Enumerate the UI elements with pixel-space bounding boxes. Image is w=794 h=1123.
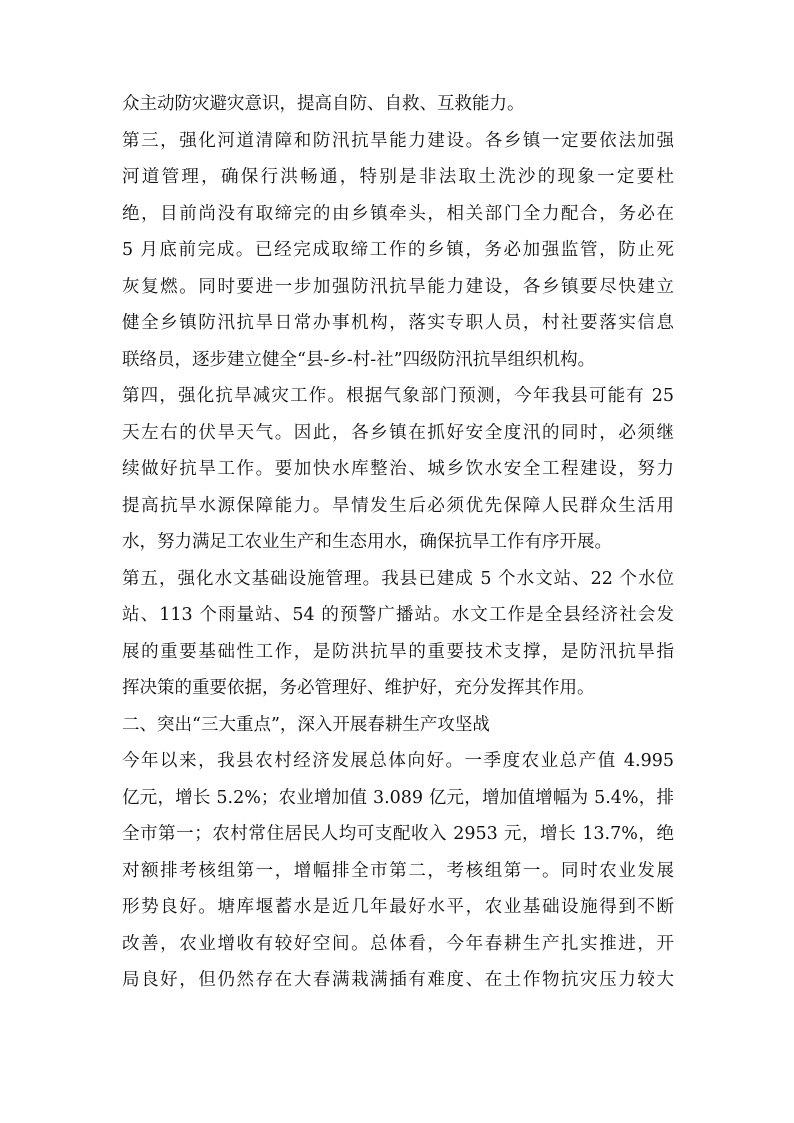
text-line: 天左右的伏旱天气。因此，各乡镇在抓好安全度汛的同时，必须继 [122, 422, 674, 443]
text-line: 众主动防灾避灾意识，提高自防、自救、互救能力。 [122, 94, 525, 114]
text-line: 健全乡镇防汛抗旱日常办事机构，落实专职人员，村社要落实信息 [122, 313, 674, 333]
text-line: 联络员，逐步建立健全“县-乡-村-社”四级防汛抗旱组织机构。 [122, 349, 596, 370]
text-line: 第五，强化水文基础设施管理。我县已建成 5 个水文站、22 个水位 [122, 568, 674, 589]
text-line: 形势良好。塘库堰蓄水是近几年最好水平，农业基础设施得到不断 [122, 897, 674, 917]
text-line: 第三，强化河道清障和防汛抗旱能力建设。各乡镇一定要依法加强 [122, 130, 674, 151]
document-body [122, 86, 674, 999]
text-line: 灰复燃。同时要进一步加强防汛抗旱能力建设，各乡镇要尽快建立 [122, 276, 674, 297]
text-line: 提高抗旱水源保障能力。旱情发生后必须优先保障人民群众生活用 [122, 495, 674, 516]
text-line: 挥决策的重要依据，务必管理好、维护好，充分发挥其作用。 [122, 678, 595, 698]
text-line: 今年以来，我县农村经济发展总体向好。一季度农业总产值 4.995 [122, 751, 674, 771]
text-line: 展的重要基础性工作，是防洪抗旱的重要技术支撑，是防汛抗旱指 [122, 641, 674, 662]
text-line: 第四，强化抗旱减灾工作。根据气象部门预测，今年我县可能有 25 [122, 386, 674, 406]
text-line: 站、113 个雨量站、54 的预警广播站。水文工作是全县经济社会发 [122, 605, 674, 625]
text-line: 水，努力满足工农业生产和生态用水，确保抗旱工作有序开展。 [122, 532, 612, 552]
text-line: 局良好，但仍然存在大春满栽满插有难度、在土作物抗灾压力较大 [122, 970, 674, 990]
text-line: 亿元，增长 5.2%；农业增加值 3.089 亿元，增加值增幅为 5.4%，排 [122, 787, 674, 808]
text-line: 改善，农业增收有较好空间。总体看，今年春耕生产扎实推进，开 [122, 933, 674, 954]
text-line: 河道管理，确保行洪畅通，特别是非法取土洗沙的现象一定要杜 [122, 167, 674, 187]
text-line: 绝，目前尚没有取缔完的由乡镇牵头，相关部门全力配合，务必在 [122, 203, 674, 224]
text-line: 5 月底前完成。已经完成取缔工作的乡镇，务必加强监管，防止死 [122, 240, 674, 260]
text-line: 全市第一；农村常住居民人均可支配收入 2953 元，增长 13.7%，绝 [122, 824, 674, 844]
text-line: 对额排考核组第一，增幅排全市第二，考核组第一。同时农业发展 [122, 860, 674, 881]
text-line: 续做好抗旱工作。要加快水库整治、城乡饮水安全工程建设，努力 [122, 459, 674, 479]
section-heading: 二、突出“三大重点”，深入开展春耕生产攻坚战 [122, 714, 490, 735]
